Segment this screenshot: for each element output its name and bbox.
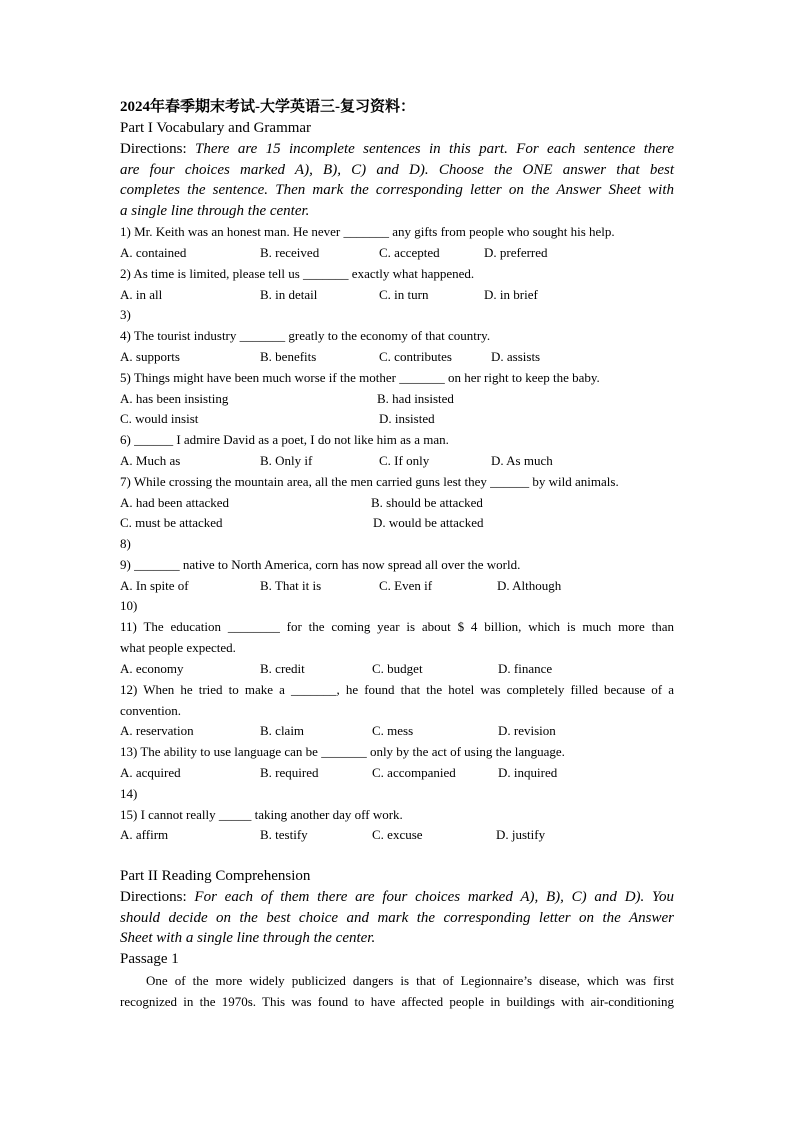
option-a: A. Much as bbox=[120, 453, 181, 468]
part1-directions-line: completes the sentence. Then mark the corresponding letter on the Answer Sheet with bbox=[120, 182, 674, 198]
option-b: B. credit bbox=[260, 661, 305, 676]
question-2: 2) As time is limited, please tell us _______ exactly what happened. bbox=[120, 266, 475, 281]
question-6: 6) ______ I admire David as a poet, I do not like him as a man. bbox=[120, 432, 449, 447]
option-c: C. would insist bbox=[120, 411, 199, 426]
option-c: C. contributes bbox=[379, 349, 452, 364]
part2-directions-line bbox=[120, 888, 674, 906]
option-c: C. budget bbox=[372, 661, 423, 676]
question-15: 15) I cannot really _____ taking another day off work. bbox=[120, 807, 403, 822]
question-8: 8) bbox=[120, 536, 131, 551]
option-d: D. As much bbox=[491, 453, 553, 468]
option-b: B. in detail bbox=[260, 287, 318, 302]
option-b: B. claim bbox=[260, 723, 305, 738]
option-b: B. testify bbox=[260, 827, 308, 842]
option-b: B. should be attacked bbox=[371, 495, 483, 510]
option-c: C. accompanied bbox=[372, 765, 456, 780]
option-a: A. economy bbox=[120, 661, 184, 676]
question-3: 3) bbox=[120, 307, 131, 322]
option-a: A. affirm bbox=[120, 827, 169, 842]
question-13: 13) The ability to use language can be _______ only by the act of using the language. bbox=[120, 744, 565, 759]
option-a: A. in all bbox=[120, 287, 163, 302]
part1-heading: Part I Vocabulary and Grammar bbox=[120, 120, 312, 136]
passage-paragraph-line: One of the more widely publicized dangers is that of Legionnaire’s disease, which was first bbox=[146, 973, 674, 988]
question-4: 4) The tourist industry _______ greatly to the economy of that country. bbox=[120, 328, 491, 343]
option-a: A. supports bbox=[120, 349, 180, 364]
question-1: 1) Mr. Keith was an honest man. He never _______ any gifts from people who sought his help. bbox=[120, 224, 615, 239]
directions-label: Directions: bbox=[120, 141, 196, 157]
option-a: A. reservation bbox=[120, 723, 194, 738]
option-c: C. accepted bbox=[379, 245, 440, 260]
question-9: 9) _______ native to North America, corn has now spread all over the world. bbox=[120, 557, 521, 572]
option-b: B. That it is bbox=[260, 578, 322, 593]
part2-directions-line: Sheet with a single line through the center. bbox=[120, 930, 376, 946]
question-12-cont: convention. bbox=[120, 703, 182, 718]
question-11-cont: what people expected. bbox=[120, 640, 236, 655]
question-12: 12) When he tried to make a _______, he found that the hotel was completely filled because of a bbox=[120, 682, 674, 697]
question-7: 7) While crossing the mountain area, all the men carried guns lest they ______ by wild animals. bbox=[120, 474, 619, 489]
part2-heading: Part II Reading Comprehension bbox=[120, 868, 311, 884]
option-c: C. If only bbox=[379, 453, 430, 468]
option-d: D. in brief bbox=[484, 287, 538, 302]
option-d: D. assists bbox=[491, 349, 541, 364]
option-c: C. excuse bbox=[372, 827, 423, 842]
part1-directions-line bbox=[120, 140, 674, 158]
option-d: D. inquired bbox=[498, 765, 558, 780]
option-b: B. benefits bbox=[260, 349, 317, 364]
option-c: C. must be attacked bbox=[120, 515, 223, 530]
option-b: B. had insisted bbox=[377, 391, 454, 406]
option-c: C. Even if bbox=[379, 578, 433, 593]
question-14: 14) bbox=[120, 786, 138, 801]
document-title: 2024年春季期末考试-大学英语三-复习资料： bbox=[120, 99, 415, 115]
passage-paragraph-line: recognized in the 1970s. This was found to have affected people in buildings with air-conditioning bbox=[120, 994, 674, 1009]
option-b: B. required bbox=[260, 765, 319, 780]
directions-label: Directions: bbox=[120, 889, 195, 905]
directions-text: For each of them there are four choices marked A), B), C) and D). You bbox=[194, 889, 674, 905]
option-d: D. justify bbox=[496, 827, 546, 842]
directions-text: There are 15 incomplete sentences in this part. For each sentence there bbox=[195, 141, 674, 157]
option-d: D. Although bbox=[497, 578, 562, 593]
part1-directions-line: a single line through the center. bbox=[120, 203, 310, 219]
option-a: A. has been insisting bbox=[120, 391, 229, 406]
question-5: 5) Things might have been much worse if the mother _______ on her right to keep the baby. bbox=[120, 370, 600, 385]
part1-directions-line: are four choices marked A), B), C) and D). Choose the ONE answer that best bbox=[120, 162, 674, 178]
question-11: 11) The education ________ for the coming year is about $ 4 billion, which is much more than bbox=[120, 619, 674, 634]
option-a: A. had been attacked bbox=[120, 495, 230, 510]
option-d: D. preferred bbox=[484, 245, 548, 260]
option-c: C. in turn bbox=[379, 287, 429, 302]
option-b: B. received bbox=[260, 245, 320, 260]
option-d: D. insisted bbox=[379, 411, 435, 426]
option-d: D. revision bbox=[498, 723, 556, 738]
option-a: A. contained bbox=[120, 245, 187, 260]
question-10: 10) bbox=[120, 598, 138, 613]
option-a: A. acquired bbox=[120, 765, 181, 780]
option-a: A. In spite of bbox=[120, 578, 189, 593]
part2-directions-line: should decide on the best choice and mark the corresponding letter on the Answer bbox=[120, 910, 674, 926]
option-c: C. mess bbox=[372, 723, 414, 738]
passage-title: Passage 1 bbox=[120, 951, 179, 967]
option-d: D. finance bbox=[498, 661, 553, 676]
option-b: B. Only if bbox=[260, 453, 313, 468]
option-d: D. would be attacked bbox=[373, 515, 484, 530]
